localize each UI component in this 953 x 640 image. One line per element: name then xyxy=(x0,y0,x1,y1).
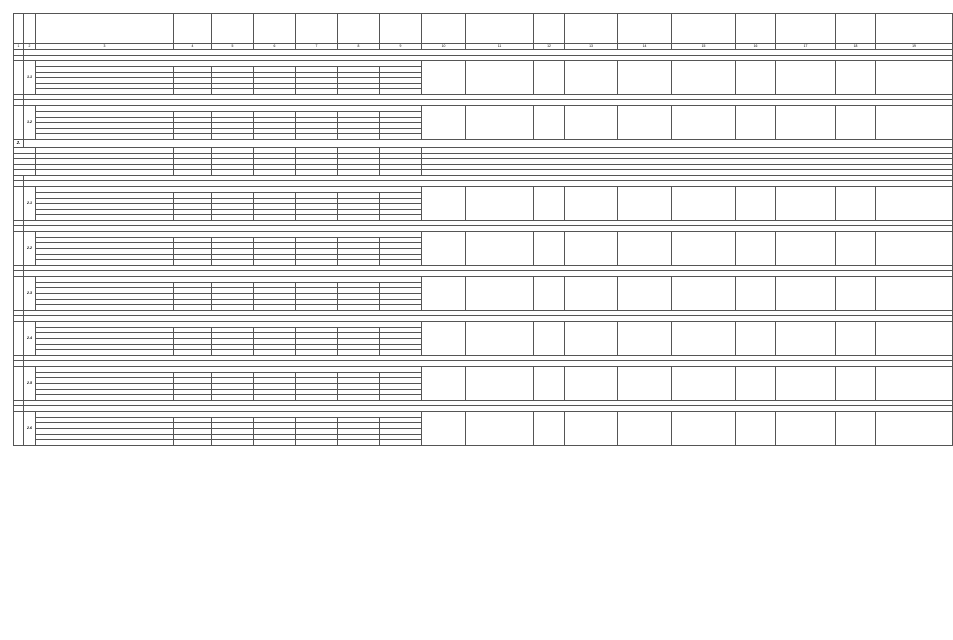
column-number: 5 xyxy=(212,44,254,50)
item-attribute xyxy=(618,61,672,95)
item-attribute xyxy=(736,186,776,220)
header-cell xyxy=(736,14,776,44)
item-attribute xyxy=(836,276,876,310)
item-attribute xyxy=(618,366,672,400)
funding-value xyxy=(174,440,212,446)
item-attribute xyxy=(876,411,953,445)
item-attribute xyxy=(565,186,618,220)
funding-value xyxy=(296,440,338,446)
item-attribute xyxy=(565,105,618,139)
item-attribute xyxy=(836,105,876,139)
blank-cell xyxy=(14,321,24,355)
column-number: 9 xyxy=(380,44,422,50)
column-number: 8 xyxy=(338,44,380,50)
item-attribute xyxy=(672,411,736,445)
item-number: 2.1 xyxy=(24,186,36,220)
item-number: 2.5 xyxy=(24,366,36,400)
column-number: 16 xyxy=(736,44,776,50)
main-program-title xyxy=(24,139,953,147)
header-cell xyxy=(24,14,36,44)
column-number: 18 xyxy=(836,44,876,50)
item-attribute xyxy=(736,231,776,265)
item-attribute xyxy=(776,276,836,310)
item-attribute xyxy=(534,321,565,355)
item-attribute xyxy=(672,366,736,400)
header-row xyxy=(14,14,953,44)
item-attribute xyxy=(876,105,953,139)
header-cell xyxy=(565,14,618,44)
item-attribute xyxy=(422,411,466,445)
header-cell xyxy=(14,14,24,44)
blank-cell xyxy=(14,231,24,265)
item-attribute xyxy=(736,61,776,95)
main-program-number: 2. xyxy=(14,139,24,147)
item-number: 2.2 xyxy=(24,231,36,265)
column-number: 12 xyxy=(534,44,565,50)
header-cell xyxy=(672,14,736,44)
item-attribute xyxy=(534,366,565,400)
item-attribute xyxy=(466,186,534,220)
blank-cell xyxy=(14,186,24,220)
column-number: 15 xyxy=(672,44,736,50)
table-body xyxy=(14,50,953,446)
program-table xyxy=(13,13,953,446)
header-cell xyxy=(338,14,380,44)
item-attribute xyxy=(836,61,876,95)
item-attribute xyxy=(466,321,534,355)
item-attribute xyxy=(534,105,565,139)
column-number: 7 xyxy=(296,44,338,50)
column-number: 14 xyxy=(618,44,672,50)
column-number: 6 xyxy=(254,44,296,50)
column-number: 13 xyxy=(565,44,618,50)
item-number: 2.3 xyxy=(24,276,36,310)
item-attribute xyxy=(422,276,466,310)
item-number: 2.6 xyxy=(24,411,36,445)
item-attribute xyxy=(565,366,618,400)
item-attribute xyxy=(466,105,534,139)
item-attribute xyxy=(565,411,618,445)
item-attribute xyxy=(422,186,466,220)
item-attribute xyxy=(876,276,953,310)
item-attribute xyxy=(618,276,672,310)
item-attribute xyxy=(534,411,565,445)
item-attribute xyxy=(876,321,953,355)
header-cell xyxy=(776,14,836,44)
item-attribute xyxy=(776,186,836,220)
column-number: 10 xyxy=(422,44,466,50)
item-attribute xyxy=(736,105,776,139)
item-attribute xyxy=(776,105,836,139)
item-attribute xyxy=(534,61,565,95)
item-attribute xyxy=(534,276,565,310)
header-cell xyxy=(534,14,565,44)
item-attribute xyxy=(736,276,776,310)
item-attribute xyxy=(836,321,876,355)
item-attribute xyxy=(876,186,953,220)
item-attribute xyxy=(736,321,776,355)
item-attribute xyxy=(534,231,565,265)
item-attribute xyxy=(672,276,736,310)
funding-value xyxy=(212,440,254,446)
item-attribute xyxy=(836,231,876,265)
item-attribute xyxy=(422,105,466,139)
header-cell xyxy=(254,14,296,44)
item-attribute xyxy=(534,186,565,220)
item-attribute xyxy=(876,61,953,95)
item-attribute xyxy=(565,231,618,265)
header-cell xyxy=(876,14,953,44)
item-attribute xyxy=(422,61,466,95)
item-attribute xyxy=(466,61,534,95)
header-cell xyxy=(36,14,174,44)
item-attribute xyxy=(466,411,534,445)
funding-value xyxy=(254,440,296,446)
funding-value xyxy=(338,440,380,446)
item-attribute xyxy=(672,105,736,139)
main-program-row xyxy=(14,139,953,147)
item-attribute xyxy=(422,366,466,400)
blank-cell xyxy=(14,276,24,310)
column-number: 3 xyxy=(36,44,174,50)
header-cell xyxy=(380,14,422,44)
column-number: 19 xyxy=(876,44,953,50)
item-attribute xyxy=(565,61,618,95)
item-attribute xyxy=(672,186,736,220)
item-attribute xyxy=(618,231,672,265)
item-attribute xyxy=(776,321,836,355)
item-attribute xyxy=(776,61,836,95)
item-attribute xyxy=(565,276,618,310)
item-attribute xyxy=(776,411,836,445)
item-attribute xyxy=(776,366,836,400)
blank-cell xyxy=(14,105,24,139)
column-number: 2 xyxy=(24,44,36,50)
item-attribute xyxy=(836,366,876,400)
funding-value xyxy=(380,440,422,446)
item-number: 2.4 xyxy=(24,321,36,355)
item-attribute xyxy=(736,411,776,445)
item-attribute xyxy=(618,186,672,220)
header-cell xyxy=(296,14,338,44)
column-number: 11 xyxy=(466,44,534,50)
item-number: 1.1 xyxy=(24,61,36,95)
item-attribute xyxy=(618,411,672,445)
item-attribute xyxy=(618,321,672,355)
blank-cell xyxy=(14,411,24,445)
header-cell xyxy=(618,14,672,44)
item-attribute xyxy=(836,411,876,445)
item-attribute xyxy=(422,231,466,265)
item-attribute xyxy=(422,321,466,355)
blank-cell xyxy=(14,61,24,95)
column-number: 17 xyxy=(776,44,836,50)
header-cell xyxy=(174,14,212,44)
blank-cell xyxy=(14,366,24,400)
item-attribute xyxy=(672,61,736,95)
item-attribute xyxy=(836,186,876,220)
item-attribute xyxy=(466,366,534,400)
header-cell xyxy=(836,14,876,44)
item-attribute xyxy=(672,321,736,355)
funding-source-label xyxy=(36,440,174,446)
item-attribute xyxy=(876,231,953,265)
header-cell xyxy=(466,14,534,44)
column-number: 1 xyxy=(14,44,24,50)
item-attribute xyxy=(672,231,736,265)
item-attribute xyxy=(466,231,534,265)
item-attribute xyxy=(776,231,836,265)
header-cell xyxy=(422,14,466,44)
item-attribute xyxy=(466,276,534,310)
item-attribute xyxy=(618,105,672,139)
item-attribute xyxy=(736,366,776,400)
program-table-sheet xyxy=(13,13,916,446)
item-number: 1.2 xyxy=(24,105,36,139)
item-attribute xyxy=(876,366,953,400)
header-cell xyxy=(212,14,254,44)
item-attribute xyxy=(565,321,618,355)
column-number: 4 xyxy=(174,44,212,50)
